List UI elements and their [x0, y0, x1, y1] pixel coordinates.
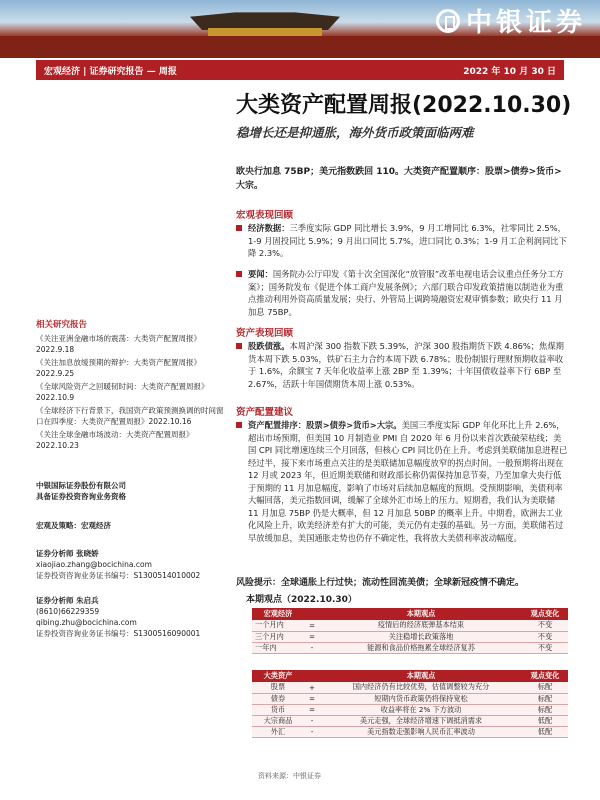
bullet-label: 要闻： — [248, 269, 273, 279]
table-header — [304, 670, 320, 682]
section-heading-advice: 资产配置建议 — [236, 407, 294, 418]
table-cell: 大宗商品 — [252, 715, 304, 726]
table-cell: = — [304, 620, 320, 631]
bullet-label: 经济数据： — [248, 223, 290, 233]
palace-wall — [0, 36, 600, 58]
table-header: 本期观点 — [320, 670, 522, 682]
analyst-cert: 证券投资咨询业务证书编号：S1300514010002 — [36, 571, 201, 580]
related-item[interactable]: 《全球经济下行背景下，我国资产政策预测换调的时间窗口在四季度：大类资产配置周报》2022.10.16 — [36, 406, 224, 426]
bullet-news — [236, 268, 568, 318]
section-heading-macro: 宏观表现回顾 — [236, 210, 294, 221]
table-cell: 标配 — [522, 682, 568, 693]
table-cell: 标配 — [522, 693, 568, 704]
lead-summary: 欧央行加息 75BP；美元指数跌回 110。大类资产配置顺序：股票>债券>货币>大宗。 — [236, 167, 562, 191]
table-cell: 低配 — [522, 726, 568, 737]
table-cell: - — [304, 715, 320, 726]
table-cell: = — [304, 631, 320, 642]
table-header: 观点变化 — [522, 608, 568, 620]
table-cell: + — [304, 682, 320, 693]
table-source: 资料来源：中银证券 — [258, 772, 321, 780]
analyst-name: 证券分析师 张晓娇 — [36, 549, 99, 558]
bullet-text: 三季度实际 GDP 同比增长 3.9%，9 月工增同比 6.3%，社零同比 2.5%，1-9 月固投同比 5.9%；9 月出口同比 5.7%，进口同比 0.3%；1-9 月工企利润同比下降 2.3%。 — [248, 223, 567, 258]
analyst-email[interactable]: xiaojiao.zhang@bocichina.com — [36, 560, 152, 569]
bullet-text: 本周沪深 300 指数下跌 5.39%，沪深 300 股指期货下跌 4.86%；焦煤期货本周下跌 5.03%，铁矿石主力合约本周下跌 6.78%；股份制银行理财预期收益率收于 1.6%，余额宝 7 天年化收益率上涨 2BP 至 1.39%；十年国债收益率下行 6BP 至 2.67%，活跃十年国债期货本周上涨 0.53%。 — [248, 341, 564, 389]
analyst-2 — [36, 595, 226, 639]
header-banner — [0, 0, 600, 58]
table-header: 大类资产 — [252, 670, 304, 682]
table-row — [252, 631, 568, 642]
table-row — [252, 642, 568, 653]
table-cell: 一年内 — [252, 642, 304, 653]
table-cell: 疫情后的经济底弹基本结束 — [320, 620, 522, 631]
page-title: 大类资产配置周报(2022.10.30) — [236, 93, 572, 118]
related-research — [36, 320, 226, 451]
table-cell: 外汇 — [252, 726, 304, 737]
table-header: 宏观经济 — [252, 608, 304, 620]
related-item[interactable]: 《关注全球金融市场波动：大类资产配置周报》2022.10.23 — [36, 430, 194, 450]
bullet-marker — [236, 271, 242, 277]
table-row — [252, 620, 568, 631]
table-row — [252, 693, 568, 704]
table-row — [252, 726, 568, 737]
analyst-1 — [36, 548, 226, 581]
analyst-phone: (8610)66229359 — [36, 607, 100, 616]
industry-info — [36, 520, 226, 531]
table-header — [304, 608, 320, 620]
table-cell: 不变 — [522, 620, 568, 631]
bullet-text: 国务院办公厅印发《第十次全国深化“放管服”改革电视电话会议重点任务分工方案》；国务院发布《促进个体工商户发展条例》；六部门联合印发政策措施以制造业为重点推动利用外资高质量发展；央行、外管局上调跨境融资宏观审慎参数；欧央行 11 月加息 75BP。 — [248, 269, 564, 317]
bullet-asset-performance — [236, 340, 568, 390]
table-row — [252, 704, 568, 715]
industry-label: 宏观及策略：宏观经济 — [36, 521, 111, 530]
company-name: 中银国际证券股份有限公司 — [36, 481, 126, 490]
table-cell: 不变 — [522, 631, 568, 642]
report-date: 2022 年 10 月 30 日 — [463, 66, 556, 77]
table-cell: - — [304, 642, 320, 653]
analyst-email[interactable]: qibing.zhu@bocichina.com — [36, 618, 137, 627]
table-cell: 股票 — [252, 682, 304, 693]
table-cell: 美元指数走强影响人民币汇率波动 — [320, 726, 522, 737]
company-info — [36, 480, 226, 502]
table-cell: 一个月内 — [252, 620, 304, 631]
table-cell: 不变 — [522, 642, 568, 653]
table-cell: 短期内货币政策仍将保持宽松 — [320, 693, 522, 704]
bullet-marker — [236, 422, 242, 428]
risk-warning: 风险提示：全球通胀上行过快；流动性回流美债；全球新冠疫情不确定。 — [236, 578, 525, 588]
table-cell: 三个月内 — [252, 631, 304, 642]
table-cell: 收益率将在 2% 下方波动 — [320, 704, 522, 715]
table-cell: - — [304, 726, 320, 737]
bullet-text: 美国三季度实际 GDP 年化环比上升 2.6%，超出市场预期，但美国 10 月制造业 PMI 自 2020 年 6 月份以来首次跌破荣枯线；美国 CPI 同比增速连续三个月回落，但核心 CPI 同比仍在上升。考虑到美联储加息进程已经过半，接下来市场重点关注的是美联储加息幅度放窄的拐点时间。一般预期将出现在 12 月或 2023 年，但近期美联储和财政部长称仍需保持加息节奏，乃至加拿大央行低于预期的 11 月加息幅度，影响了市场对后续加息幅度的预期。受预期影响，美债利率大幅回落，美元指数回调，缓解了全球外汇市场上的压力。短期看，我们认为美联储 11 月加息 75BP 仍是大概率，但 12 月加息 50BP 的概率上升。中期看，欧洲去工业化风险上升，欧美经济差有扩大的可能，美元仍有走强的基础。另一方面，美联储若过早放缓加息，美国通胀走势也仍存不确定性，我将放大美债利率波动幅度。 — [248, 420, 568, 543]
table-row — [252, 682, 568, 693]
related-item[interactable]: 《关注加息放缓预期的辩护：大类资产配置周报》2022.9.25 — [36, 358, 201, 378]
view-table-title: 本期观点（2022.10.30） — [246, 595, 357, 605]
table-cell: 债券 — [252, 693, 304, 704]
asset-view-table — [252, 670, 568, 738]
bullet-allocation — [236, 419, 568, 544]
boc-logo-icon — [436, 9, 460, 33]
table-cell: 美元走强，全球经济增速下调抵消需求 — [320, 715, 522, 726]
table-cell: 国内经济仍有比较优势，估值调整较为充分 — [320, 682, 522, 693]
table-row — [252, 715, 568, 726]
section-heading-asset: 资产表现回顾 — [236, 328, 294, 339]
table-cell: 能源和食品价格拖累全球经济复苏 — [320, 642, 522, 653]
bullet-label: 股跌债涨。 — [248, 341, 290, 351]
table-header-row — [252, 670, 568, 682]
table-cell: = — [304, 704, 320, 715]
table-cell: 货币 — [252, 704, 304, 715]
related-item[interactable]: 《全球风险资产之回暖韧时间：大类资产配置周报》2022.10.9 — [36, 382, 209, 402]
page-subtitle: 稳增长还是抑通胀，海外货币政策面临两难 — [236, 125, 474, 140]
report-category-bar — [36, 60, 564, 80]
bullet-marker — [236, 343, 242, 349]
table-header-row — [252, 608, 568, 620]
boc-logo — [436, 2, 586, 39]
bullet-label: 资产配置排序：股票>债券>货币>大宗。 — [248, 420, 402, 430]
bullet-economic-data — [236, 222, 568, 260]
table-header: 观点变化 — [522, 670, 568, 682]
related-heading: 相关研究报告 — [36, 320, 88, 330]
table-header: 本期观点 — [320, 608, 522, 620]
company-qualification: 具备证券投资咨询业务资格 — [36, 492, 126, 501]
table-cell: 标配 — [522, 704, 568, 715]
palace-roof — [190, 8, 340, 30]
table-cell: 低配 — [522, 715, 568, 726]
table-cell: = — [304, 693, 320, 704]
analyst-cert: 证券投资咨询业务证书编号：S1300516090001 — [36, 629, 201, 638]
related-item[interactable]: 《关注亚洲金融市场的震荡：大类资产配置周报》2022.9.18 — [36, 334, 201, 354]
macro-view-table — [252, 608, 568, 654]
bullet-marker — [236, 225, 242, 231]
table-cell: 关注稳增长政策落地 — [320, 631, 522, 642]
palace-eave — [208, 28, 322, 36]
report-category: 宏观经济 | 证券研究报告 — 周报 — [44, 66, 177, 77]
logo-text: 中银证券 — [465, 8, 586, 38]
analyst-name: 证券分析师 朱启兵 — [36, 596, 99, 605]
